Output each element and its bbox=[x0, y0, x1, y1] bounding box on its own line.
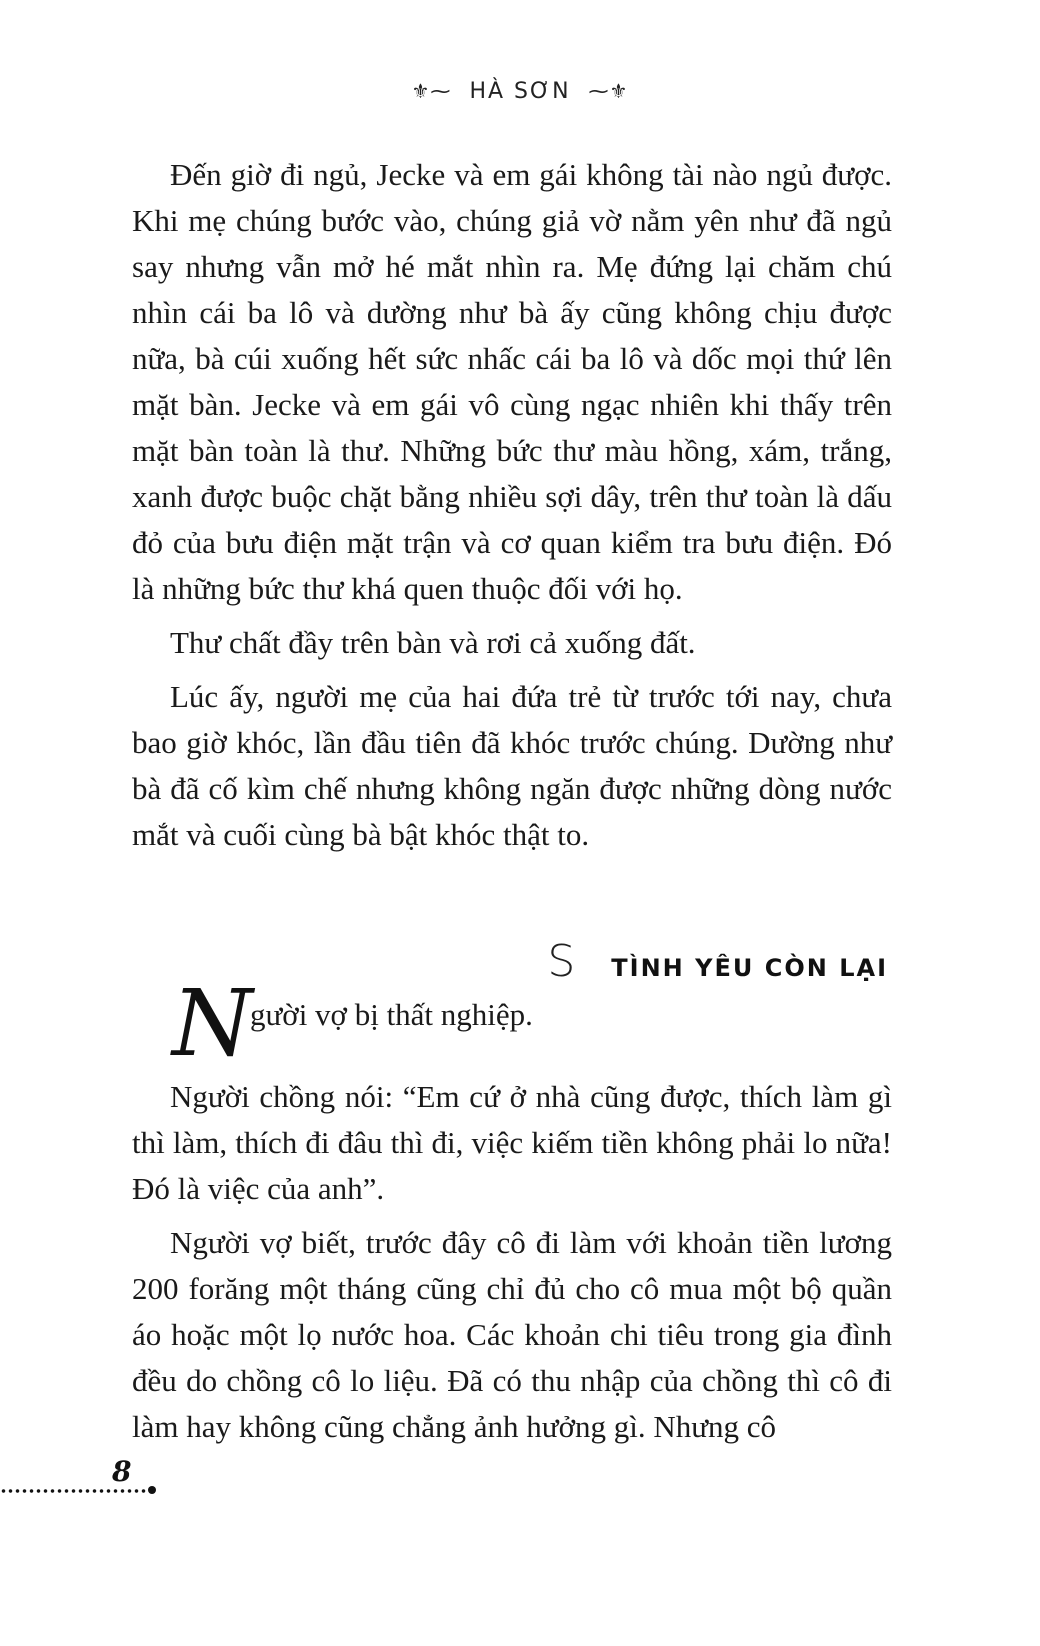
paragraph: Người vợ biết, trước đây cô đi làm với khoản tiền lương 200 forăng một tháng cũng chỉ đủ cho cô mua một bộ quần áo hoặc một lọ nước hoa. Các khoản chi tiêu trong gia đình đều do chồng cô lo liệu. Đã có thu nhập của chồng thì cô đi làm hay không cũng chẳng ảnh hưởng gì. Nhưng cô bbox=[132, 1225, 892, 1444]
story-text-bottom bbox=[132, 1074, 892, 1458]
opening-sentence: gười vợ bị thất nghiệp. bbox=[250, 997, 533, 1032]
left-ornament-icon: ⚜⁓ bbox=[411, 79, 452, 103]
paragraph: Thư chất đầy trên bàn và rơi cả xuống đất. bbox=[170, 625, 696, 660]
section-letter: S bbox=[547, 936, 576, 987]
opening-line bbox=[132, 970, 892, 1077]
section-title: TÌNH YÊU CÒN LẠI bbox=[611, 954, 888, 982]
paragraph: Lúc ấy, người mẹ của hai đứa trẻ từ trước tới nay, chưa bao giờ khóc, lần đầu tiên đã khóc trước chúng. Dường như bà đã cố kìm chế nhưng không ngăn được những dòng nước mắt và cuối cùng bà bật khóc thật to. bbox=[132, 679, 892, 852]
drop-cap: N bbox=[172, 970, 253, 1077]
dotted-rule-end bbox=[148, 1486, 156, 1494]
paragraph: Đến giờ đi ngủ, Jecke và em gái không tài nào ngủ được. Khi mẹ chúng bước vào, chúng giả vờ nằm yên như đã ngủ say nhưng vẫn mở hé mắt nhìn ra. Mẹ đứng lại chăm chú nhìn cái ba lô và dường như bà ấy cũng không chịu được nữa, bà cúi xuống hết sức nhấc cái ba lô và dốc mọi thứ lên mặt bàn. Jecke và em gái vô cùng ngạc nhiên khi thấy trên mặt bàn toàn là thư. Những bức thư màu hồng, xám, trắng, xanh được buộc chặt bằng nhiều sợi dây, trên thư toàn là dấu đỏ của bưu điện mặt trận và cơ quan kiểm tra bưu điện. Đó là những bức thư khá quen thuộc đối với họ. bbox=[132, 157, 892, 606]
page-number: 8 bbox=[112, 1455, 132, 1488]
paragraph: Người chồng nói: “Em cứ ở nhà cũng được, thích làm gì thì làm, thích đi đâu thì đi, việc kiếm tiền không phải lo nữa! Đó là việc của anh”. bbox=[132, 1079, 892, 1206]
section-heading bbox=[547, 936, 888, 987]
dotted-rule bbox=[0, 1489, 148, 1493]
running-header bbox=[0, 78, 1040, 104]
right-ornament-icon: ⁓⚜ bbox=[588, 79, 629, 103]
page-footer bbox=[0, 1455, 200, 1505]
book-author-title: HÀ SƠN bbox=[469, 78, 571, 104]
story-text-top bbox=[132, 152, 892, 866]
